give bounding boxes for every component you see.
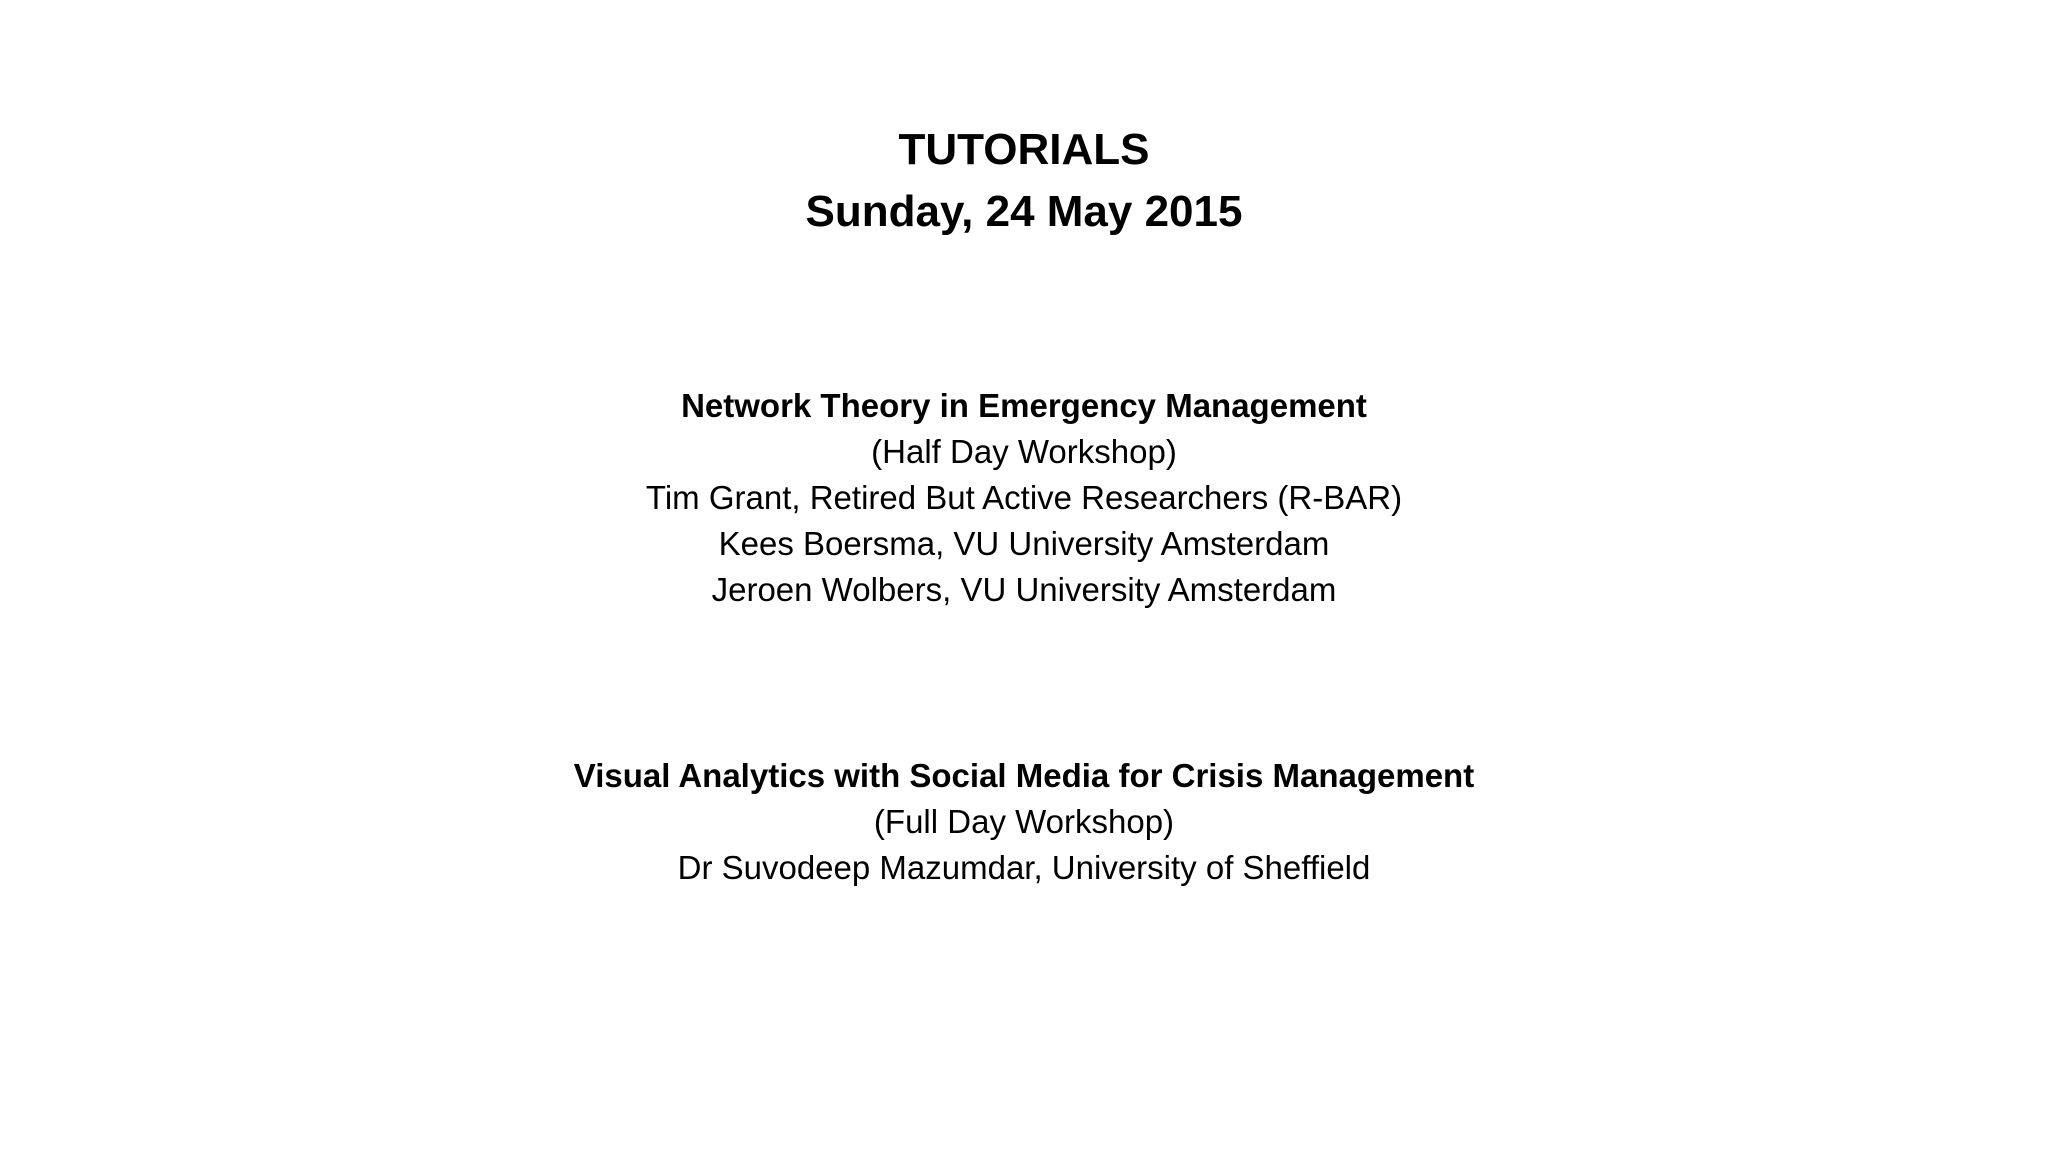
page-title: TUTORIALS [898, 125, 1150, 174]
page-date: Sunday, 24 May 2015 [805, 187, 1243, 236]
session-type: (Half Day Workshop) [871, 433, 1177, 470]
presenter: Kees Boersma, VU University Amsterdam [718, 525, 1330, 562]
presenter: Tim Grant, Retired But Active Researchers (R-BAR) [645, 479, 1403, 516]
presenter: Dr Suvodeep Mazumdar, University of Sheffield [677, 849, 1371, 886]
presenter: Jeroen Wolbers, VU University Amsterdam [711, 571, 1337, 608]
session-title: Network Theory in Emergency Management [681, 387, 1367, 424]
session-type: (Full Day Workshop) [873, 803, 1175, 840]
session-title: Visual Analytics with Social Media for Crisis Management [573, 757, 1475, 794]
